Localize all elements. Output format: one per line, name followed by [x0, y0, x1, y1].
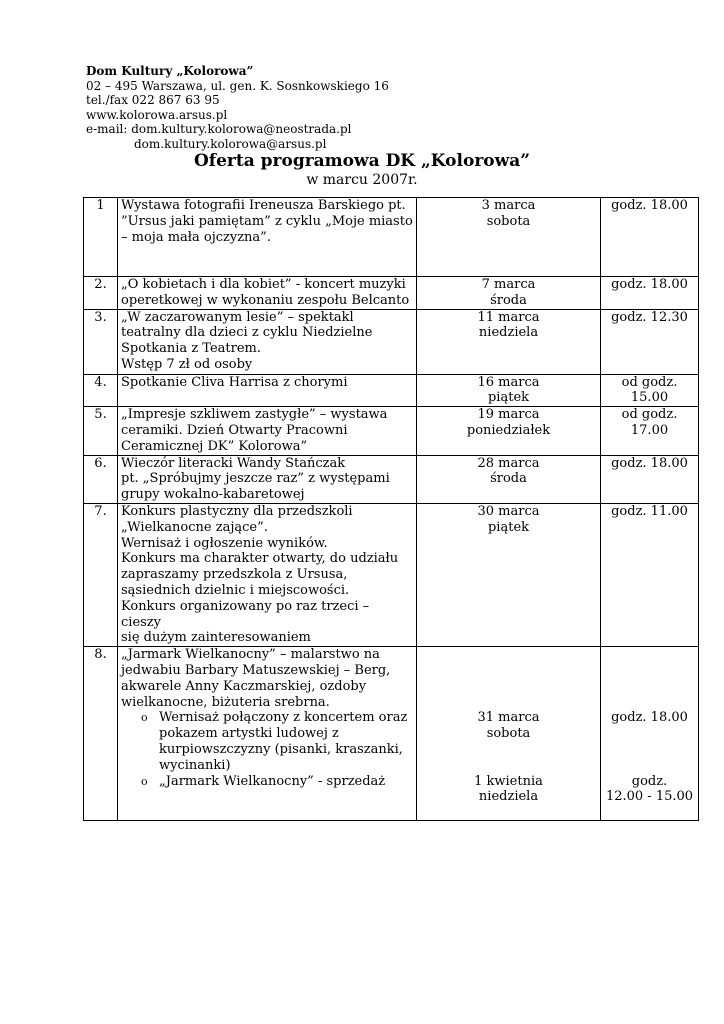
description-line: „Jarmark Wielkanocny” – malarstwo na	[121, 647, 380, 663]
description-line: się dużym zainteresowaniem	[121, 630, 311, 646]
event-description	[118, 277, 417, 310]
event-date	[417, 503, 601, 646]
event-date	[417, 374, 601, 407]
event-description	[118, 455, 417, 503]
date-line: sobota	[486, 213, 531, 229]
event-description	[118, 503, 417, 646]
program-table	[83, 197, 699, 821]
date-line: 3 marca	[481, 198, 536, 213]
description-line: „O kobietach i dla kobiet” - koncert muzyki	[121, 277, 406, 292]
date-line: 7 marca	[481, 277, 536, 292]
description-line: jedwabiu Barbary Matuszewskiej – Berg,	[121, 662, 391, 678]
event-time	[601, 198, 699, 277]
table-row	[84, 309, 699, 374]
time-line: godz. 12.30	[611, 309, 688, 325]
event-time	[601, 309, 699, 374]
date-line: piątek	[487, 390, 530, 406]
row-number: 6.	[84, 455, 118, 503]
description-line: Konkurs plastyczny dla przedszkoli	[121, 503, 353, 519]
time-line: 12.00 - 15.00	[605, 789, 694, 805]
date-line: 1 kwietnia	[474, 773, 543, 789]
event-date	[417, 647, 601, 821]
time-line: 17.00	[630, 422, 669, 438]
row-number: 2.	[84, 277, 118, 310]
table-row	[84, 503, 699, 646]
table-row	[84, 277, 699, 310]
bullet-item	[121, 774, 413, 790]
time-line: od godz.	[621, 407, 678, 423]
event-time	[601, 277, 699, 310]
description-line: sąsiednich dzielnic i miejscowości.	[121, 582, 350, 598]
bullet-marker: o	[141, 711, 148, 725]
bullet-line: pokazem artystki ludowej z	[159, 726, 339, 742]
time-line: godz. 18.00	[611, 710, 688, 726]
date-line: piątek	[487, 519, 530, 535]
event-date	[417, 407, 601, 455]
program-table-body	[84, 198, 699, 821]
event-time	[601, 374, 699, 407]
description-line: Wystawa fotografii Ireneusza Barskiego pt.	[121, 198, 406, 213]
description-line: „W zaczarowanym lesie” – spektakl	[121, 309, 354, 325]
event-description	[118, 374, 417, 407]
description-line: Wernisaż i ogłoszenie wyników.	[121, 535, 328, 551]
org-website: www.kolorowa.arsus.pl	[86, 107, 228, 122]
event-date	[417, 277, 601, 310]
description-line: ceramiki. Dzień Otwarty Pracowni	[121, 422, 348, 438]
description-line: Spotkania z Teatrem.	[121, 341, 261, 357]
date-line: niedziela	[478, 325, 539, 341]
description-line: wielkanocne, biżuteria srebrna.	[121, 694, 330, 710]
date-line: poniedziałek	[466, 422, 551, 438]
table-row	[84, 407, 699, 455]
description-line: teatralny dla dzieci z cyklu Niedzielne	[121, 325, 373, 341]
event-description	[118, 407, 417, 455]
event-description	[118, 309, 417, 374]
event-time	[601, 503, 699, 646]
org-phone: tel./fax 022 867 63 95	[86, 93, 220, 108]
date-line: 28 marca	[477, 455, 540, 471]
date-line: 11 marca	[477, 309, 540, 325]
description-line: „Wielkanocne zające”.	[121, 519, 268, 535]
time-line: godz. 18.00	[611, 455, 688, 471]
row-number: 8.	[84, 647, 118, 821]
description-line: grupy wokalno-kabaretowej	[121, 487, 305, 503]
description-line: ”Ursus jaki pamiętam” z cyklu „Moje miasto	[121, 213, 413, 229]
time-line: 15.00	[630, 390, 669, 406]
table-row	[84, 455, 699, 503]
org-header	[86, 64, 389, 152]
description-line: Ceramicznej DK” Kolorowa”	[121, 438, 308, 454]
bullet-line: Wernisaż połączony z koncertem oraz	[159, 710, 408, 726]
document-title: Oferta programowa DK „Kolorowa”	[193, 151, 531, 171]
event-time	[601, 455, 699, 503]
row-number: 5.	[84, 407, 118, 455]
date-line: niedziela	[478, 789, 539, 805]
table-row	[84, 374, 699, 407]
description-line: akwarele Anny Kaczmarskiej, ozdoby	[121, 678, 367, 694]
time-line: godz. 18.00	[611, 198, 688, 213]
date-line: sobota	[486, 726, 531, 742]
date-line: 16 marca	[477, 374, 540, 390]
bullet-text	[159, 774, 413, 790]
event-description	[118, 198, 417, 277]
time-line: od godz.	[621, 374, 678, 390]
row-number: 7.	[84, 503, 118, 646]
bullet-line: „Jarmark Wielkanocny” - sprzedaż	[159, 773, 386, 789]
bullet-text	[159, 710, 413, 773]
event-date	[417, 455, 601, 503]
date-line: środa	[490, 471, 527, 487]
table-row	[84, 647, 699, 821]
org-name: Dom Kultury „Kolorowa”	[86, 64, 254, 78]
row-number: 4.	[84, 374, 118, 407]
date-line: 19 marca	[477, 407, 540, 423]
org-address: 02 – 495 Warszawa, ul. gen. K. Sosnkowskiego 16	[86, 78, 389, 93]
time-line: godz. 18.00	[611, 277, 688, 292]
description-line: pt. „Spróbujmy jeszcze raz” z występami	[121, 471, 390, 487]
bullet-marker: o	[141, 774, 148, 788]
table-row	[84, 198, 699, 277]
bullet-line: wycinanki)	[159, 757, 231, 773]
description-line: – moja mała ojczyzna”.	[121, 229, 271, 245]
description-line: Spotkanie Cliva Harrisa z chorymi	[121, 374, 348, 390]
description-line: Konkurs organizowany po raz trzeci – cieszy	[121, 598, 370, 630]
time-line: godz. 11.00	[611, 503, 688, 519]
event-date	[417, 198, 601, 277]
time-line: godz.	[631, 773, 668, 789]
description-line: operetkowej w wykonaniu zespołu Belcanto	[121, 292, 410, 308]
event-time	[601, 407, 699, 455]
description-line: zapraszamy przedszkola z Ursusa,	[121, 567, 348, 583]
document-subtitle: w marcu 2007r.	[306, 172, 418, 188]
event-date	[417, 309, 601, 374]
description-line: Wieczór literacki Wandy Stańczak	[121, 455, 346, 471]
row-number: 3.	[84, 309, 118, 374]
event-time	[601, 647, 699, 821]
date-line: 30 marca	[477, 503, 540, 519]
description-line: Wstęp 7 zł od osoby	[121, 356, 253, 372]
org-email-secondary: dom.kultury.kolorowa@arsus.pl	[134, 136, 327, 151]
description-line: Konkurs ma charakter otwarty, do udziału	[121, 551, 399, 567]
date-line: 31 marca	[477, 710, 540, 726]
row-number: 1	[84, 198, 118, 277]
description-line: „Impresje szkliwem zastygłe” – wystawa	[121, 407, 388, 423]
date-line: środa	[490, 292, 527, 308]
bullet-line: kurpiowszczyzny (pisanki, kraszanki,	[159, 741, 403, 757]
org-email: e-mail: dom.kultury.kolorowa@neostrada.pl	[86, 122, 352, 137]
bullet-item	[121, 710, 413, 773]
event-description	[118, 647, 417, 821]
